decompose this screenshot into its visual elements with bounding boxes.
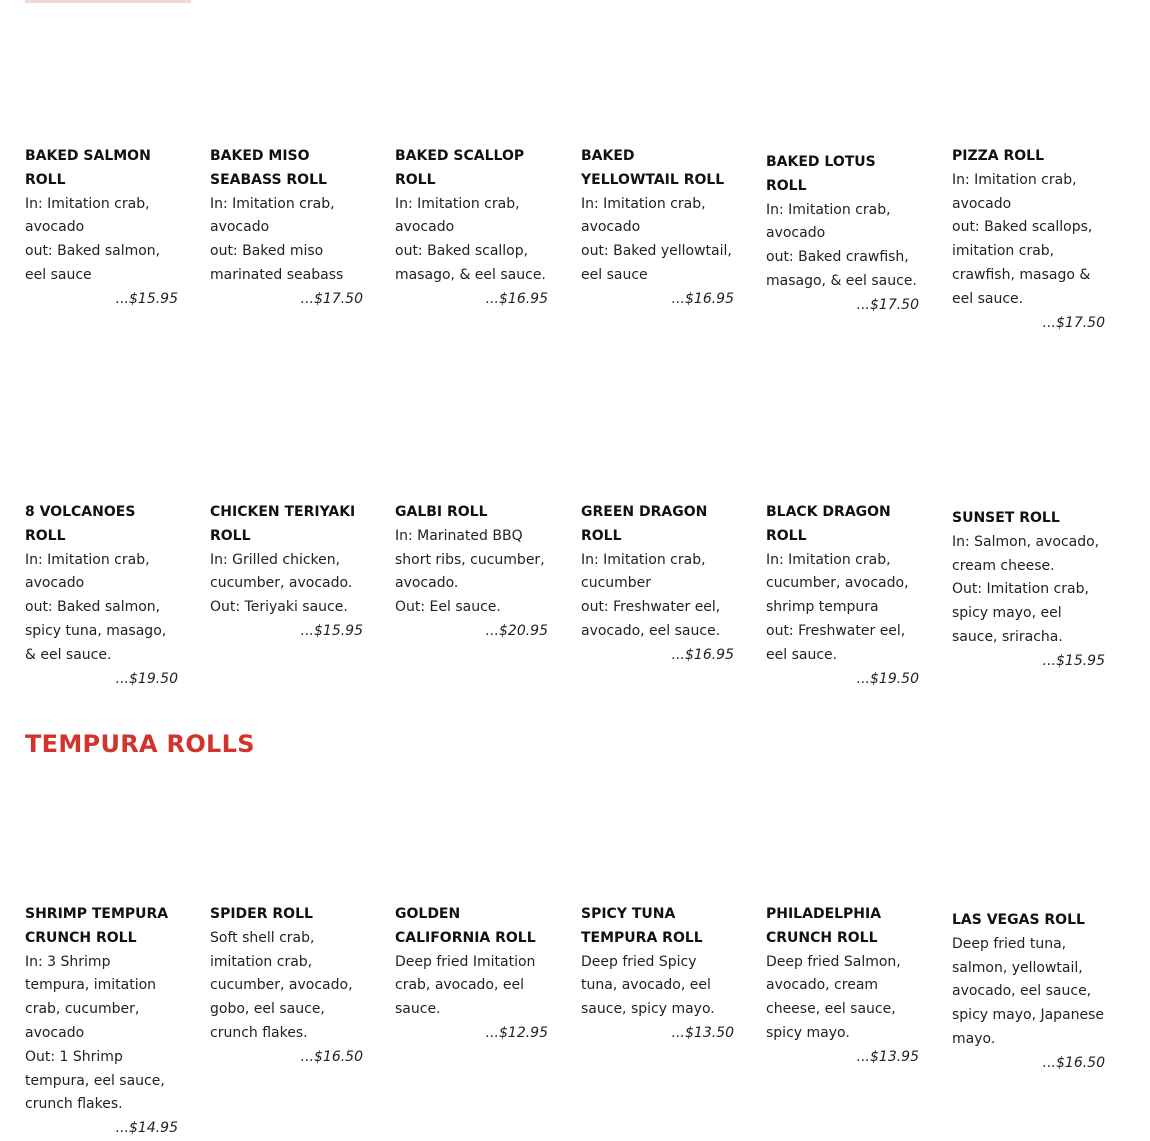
menu-item-description-text: In: Imitation crab, avocado out: Baked crawfish, masago, & eel sauce.	[766, 201, 917, 289]
menu-item-price-line	[210, 288, 363, 312]
menu-item	[25, 145, 178, 312]
menu-item-price-line	[210, 1046, 363, 1070]
menu-item-name: BAKED LOTUS ROLL	[766, 154, 876, 194]
menu-item	[210, 145, 363, 312]
menu-item-price: ...$15.95	[300, 622, 363, 639]
menu-item	[766, 903, 919, 1070]
menu-item-name: PIZZA ROLL	[952, 148, 1045, 164]
menu-item-description	[395, 193, 548, 288]
menu-item-price-line	[25, 1117, 178, 1141]
menu-item-price: ...$16.95	[485, 290, 548, 307]
menu-item-name: LAS VEGAS ROLL	[952, 912, 1085, 928]
menu-item-name: PHILADELPHIA CRUNCH ROLL	[766, 906, 882, 946]
menu-item-name: GREEN DRAGON ROLL	[581, 504, 708, 544]
menu-item-price: ...$20.95	[485, 622, 548, 639]
menu-item-price: ...$16.95	[671, 646, 734, 663]
menu-item-name: SHRIMP TEMPURA CRUNCH ROLL	[25, 906, 169, 946]
menu-item-price-line	[395, 1022, 548, 1046]
menu-item-description	[210, 549, 363, 620]
menu-item-price: ...$16.50	[1042, 1054, 1105, 1071]
menu-item	[25, 903, 178, 1141]
menu-item	[952, 145, 1105, 335]
menu-item-price-line	[952, 312, 1105, 336]
menu-item-description	[25, 193, 178, 288]
menu-item-description-text: Deep fried Imitation crab, avocado, eel sauce.	[395, 953, 536, 1018]
menu-item-name: BLACK DRAGON ROLL	[766, 504, 891, 544]
menu-item-description-text: In: Imitation crab, avocado out: Baked salmon, eel sauce	[25, 195, 161, 283]
menu-item-description-text: In: Salmon, avocado, cream cheese. Out: Imitation crab, spicy mayo, eel sauce, sriracha.	[952, 533, 1100, 645]
menu-item-name: SUNSET ROLL	[952, 510, 1060, 526]
menu-item	[581, 903, 734, 1046]
menu-item-price: ...$15.95	[1042, 652, 1105, 669]
menu-item-price: ...$13.50	[671, 1024, 734, 1041]
menu-item-price: ...$17.50	[856, 296, 919, 313]
menu-item-description-text: In: Imitation crab, avocado out: Baked salmon, spicy tuna, masago, & eel sauce.	[25, 551, 167, 663]
menu-item-price-line	[395, 620, 548, 644]
menu-item-description	[766, 199, 919, 294]
menu-item-price-line	[210, 620, 363, 644]
menu-item-price: ...$17.50	[300, 290, 363, 307]
menu-item-description-text: In: 3 Shrimp tempura, imitation crab, cucumber, avocado Out: 1 Shrimp tempura, eel sauce, crunch flakes.	[25, 953, 165, 1113]
menu-item-name: BAKED SCALLOP ROLL	[395, 148, 525, 188]
menu-item-price-line	[766, 294, 919, 318]
menu-item-price-line	[952, 650, 1105, 674]
menu-item-description-text: Deep fried Spicy tuna, avocado, eel sauce, spicy mayo.	[581, 953, 715, 1018]
menu-item-price: ...$15.95	[115, 290, 178, 307]
menu-item-description	[25, 549, 178, 668]
menu-item-description	[952, 531, 1105, 650]
menu-item-description-text: In: Imitation crab, avocado out: Baked scallops, imitation crab, crawfish, masago & eel sauce.	[952, 171, 1093, 307]
menu-item-description	[395, 525, 548, 620]
menu-item-name: BAKED MISO SEABASS ROLL	[210, 148, 327, 188]
menu-item-description	[952, 169, 1105, 312]
menu-item-price-line	[766, 668, 919, 692]
menu-item-price-line	[581, 288, 734, 312]
menu-item-description-text: Deep fried tuna, salmon, yellowtail, avocado, eel sauce, spicy mayo, Japanese mayo.	[952, 935, 1105, 1047]
menu-item	[766, 501, 919, 691]
menu-item-name: BAKED SALMON ROLL	[25, 148, 151, 188]
menu-item	[766, 151, 919, 318]
menu-item	[210, 501, 363, 644]
menu-item-price-line	[395, 288, 548, 312]
menu-item-description	[210, 927, 363, 1046]
menu-item	[395, 145, 548, 312]
menu-item-price: ...$17.50	[1042, 314, 1105, 331]
menu-item-description-text: In: Imitation crab, cucumber out: Freshwater eel, avocado, eel sauce.	[581, 551, 721, 639]
menu-item-price: ...$19.50	[856, 670, 919, 687]
menu-item	[952, 507, 1105, 674]
menu-item-price-line	[766, 1046, 919, 1070]
menu-item-description-text: In: Imitation crab, avocado out: Baked yellowtail, eel sauce	[581, 195, 732, 283]
menu-item-name: GOLDEN CALIFORNIA ROLL	[395, 906, 536, 946]
menu-item-description-text: In: Imitation crab, avocado out: Baked scallop, masago, & eel sauce.	[395, 195, 546, 283]
menu-item	[581, 501, 734, 668]
menu-item-name: GALBI ROLL	[395, 504, 488, 520]
menu-item-description	[581, 549, 734, 644]
menu-item-price: ...$16.50	[300, 1048, 363, 1065]
top-accent-bar	[25, 0, 191, 3]
menu-item-name: SPIDER ROLL	[210, 906, 313, 922]
section-title-tempura-rolls: TEMPURA ROLLS	[25, 730, 255, 758]
menu-item-price-line	[581, 644, 734, 668]
menu-item-name: BAKED YELLOWTAIL ROLL	[581, 148, 725, 188]
menu-item-price: ...$14.95	[115, 1120, 178, 1137]
menu-item	[25, 501, 178, 691]
menu-item	[395, 501, 548, 644]
menu-item-description-text: In: Marinated BBQ short ribs, cucumber, avocado. Out: Eel sauce.	[395, 527, 545, 616]
menu-item	[581, 145, 734, 312]
menu-item-description-text: In: Imitation crab, avocado out: Baked miso marinated seabass	[210, 195, 344, 283]
menu-item-name: SPICY TUNA TEMPURA ROLL	[581, 906, 703, 946]
menu-item-description	[25, 951, 178, 1118]
menu-item-price-line	[25, 288, 178, 312]
menu-item-description	[766, 549, 919, 668]
menu-item-price: ...$12.95	[485, 1024, 548, 1041]
menu-item-description	[581, 193, 734, 288]
menu-item-description-text: In: Imitation crab, cucumber, avocado, shrimp tempura out: Freshwater eel, eel sauce.	[766, 551, 909, 663]
menu-item-price: ...$16.95	[671, 290, 734, 307]
menu-item-price-line	[581, 1022, 734, 1046]
menu-item-name: CHICKEN TERIYAKI ROLL	[210, 504, 356, 544]
menu-item-description	[210, 193, 363, 288]
menu-item	[210, 903, 363, 1070]
menu-item-price: ...$13.95	[856, 1048, 919, 1065]
menu-item-description-text: Soft shell crab, imitation crab, cucumber, avocado, gobo, eel sauce, crunch flakes.	[210, 929, 353, 1041]
menu-item-description	[395, 951, 548, 1022]
menu-item-price-line	[25, 668, 178, 692]
menu-item-description-text: In: Grilled chicken, cucumber, avocado. Out: Teriyaki sauce.	[210, 551, 353, 616]
menu-item-description	[766, 951, 919, 1046]
menu-item-description-text: Deep fried Salmon, avocado, cream cheese, eel sauce, spicy mayo.	[766, 953, 901, 1041]
menu-item-name: 8 VOLCANOES ROLL	[25, 504, 136, 544]
menu-item-description	[952, 933, 1105, 1052]
menu-item	[395, 903, 548, 1046]
menu-item	[952, 909, 1105, 1076]
menu-item-price-line	[952, 1052, 1105, 1076]
menu-item-price: ...$19.50	[115, 670, 178, 687]
menu-item-description	[581, 951, 734, 1022]
